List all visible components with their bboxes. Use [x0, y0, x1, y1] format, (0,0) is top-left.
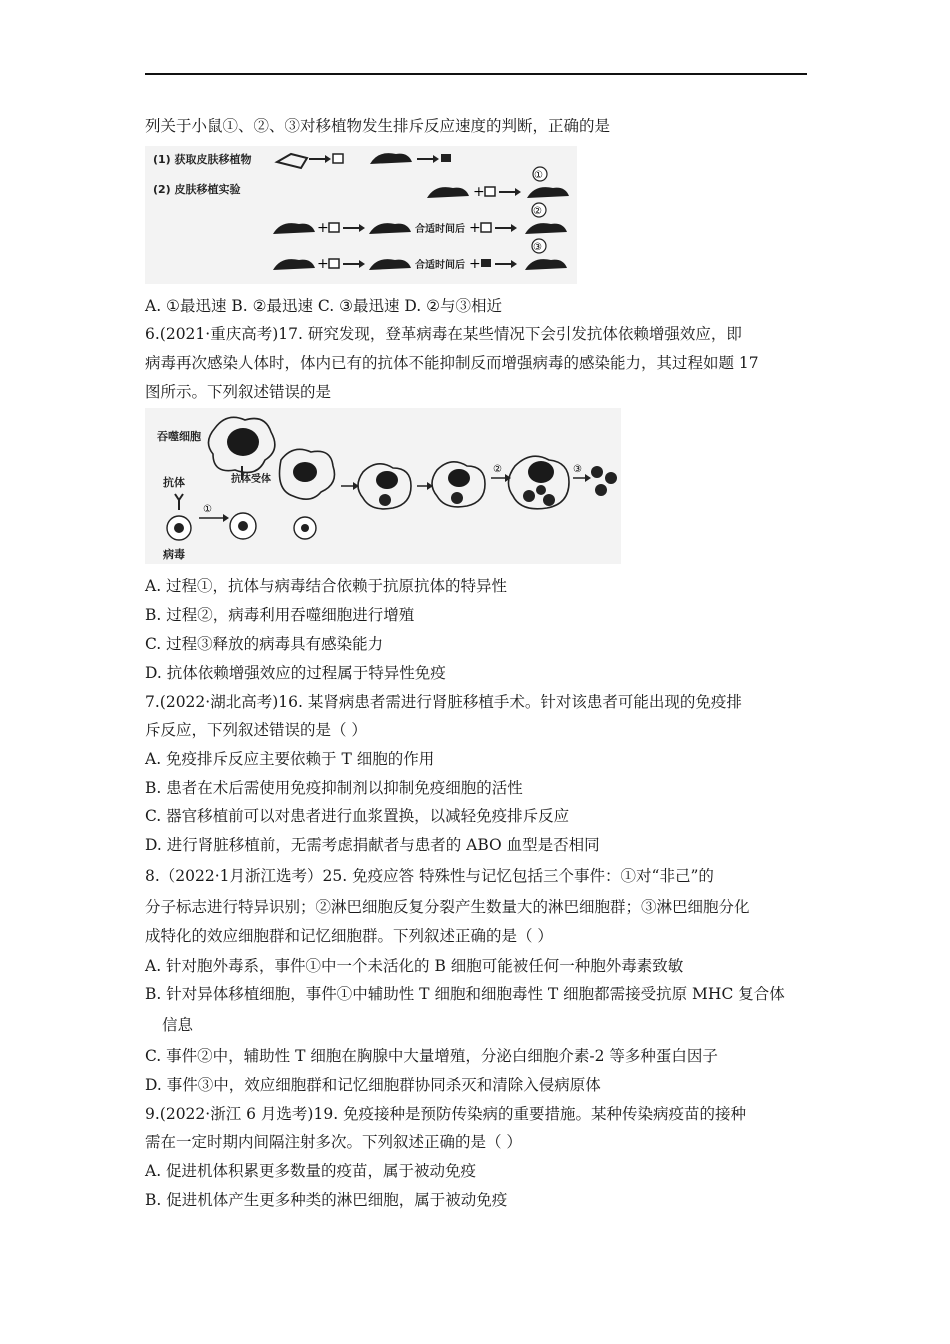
q8-option-d: D. 事件③中，效应细胞群和记忆细胞群协同杀灭和清除入侵病原体	[145, 1076, 601, 1094]
step-2-label: ②	[493, 464, 502, 475]
q7-option-a: A. 免疫排斥反应主要依赖于 T 细胞的作用	[145, 750, 435, 768]
mouse-icon	[427, 187, 469, 198]
q5-stem-tail: 列关于小鼠①、②、③对移植物发生排斥反应速度的判断，正确的是	[145, 117, 611, 135]
step-1-label: ①	[203, 504, 212, 515]
q8-stem-line-2: 分子标志进行特异识别；②淋巴细胞反复分裂产生数量大的淋巴细胞群；③淋巴细胞分化	[145, 898, 750, 916]
ade-process-figure	[145, 408, 621, 564]
q9-stem-line-1: 9.(2022·浙江 6 月选考)19. 免疫接种是预防传染病的重要措施。某种传染病疫苗的接种	[145, 1105, 747, 1123]
q7-stem-line-1: 7.(2022·湖北高考)16. 某肾病患者需进行肾脏移植手术。针对该患者可能出现的免疫排	[145, 693, 742, 711]
mouse-marker-1: ①	[534, 170, 543, 181]
q8-stem-line-3: 成特化的效应细胞群和记忆细胞群。下列叙述正确的是（ ）	[145, 927, 553, 945]
q8-option-b: B. 针对异体移植细胞，事件①中辅助性 T 细胞和细胞毒性 T 细胞都需接受抗原 MHC 复合体	[145, 985, 785, 1003]
header-rule	[145, 73, 807, 75]
q6-stem-line-1: 6.(2021·重庆高考)17. 研究发现，登革病毒在某些情况下会引发抗体依赖增强效应，即	[145, 325, 742, 343]
q7-option-d: D. 进行肾脏移植前，无需考虑捐献者与患者的 ABO 血型是否相同	[145, 836, 600, 854]
svg-text:+: +	[473, 184, 485, 200]
mouse-marker-3: ③	[533, 242, 542, 253]
antibody-icon	[175, 494, 183, 510]
q6-option-a: A. 过程①，抗体与病毒结合依赖于抗原抗体的特异性	[145, 577, 508, 595]
q6-option-c: C. 过程③释放的病毒具有感染能力	[145, 635, 384, 653]
black-graft-icon	[441, 154, 451, 162]
q6-option-d: D. 抗体依赖增强效应的过程属于特异性免疫	[145, 664, 446, 682]
svg-text:+: +	[317, 220, 329, 236]
mouse-marker-2: ②	[533, 206, 542, 217]
svg-text:+: +	[469, 220, 481, 236]
q6-stem-line-3: 图所示。下列叙述错误的是	[145, 383, 332, 401]
skin-graft-figure	[145, 146, 577, 284]
step-3-label: ③	[573, 464, 582, 475]
after-time-label-1: 合适时间后	[415, 224, 465, 235]
q9-option-a: A. 促进机体积累更多数量的疫苗，属于被动免疫	[145, 1162, 477, 1180]
q8-option-b-continued: 信息	[162, 1016, 194, 1034]
white-graft-icon	[333, 154, 343, 163]
q8-stem-line-1: 8.（2022·1月浙江选考）25. 免疫应答 特殊性与记忆包括三个事件：①对“非己”的	[145, 867, 714, 885]
q7-stem-line-2: 斥反应，下列叙述错误的是（ ）	[145, 721, 367, 739]
q8-option-a: A. 针对胞外毒系，事件①中一个未活化的 B 细胞可能被任何一种胞外毒素致敏	[145, 957, 684, 975]
q9-option-b: B. 促进机体产生更多种类的淋巴细胞，属于被动免疫	[145, 1191, 508, 1209]
svg-text:+: +	[317, 256, 329, 272]
q6-option-b: B. 过程②，病毒利用吞噬细胞进行增殖	[145, 606, 415, 624]
q9-stem-line-2: 需在一定时期内间隔注射多次。下列叙述正确的是（ ）	[145, 1133, 522, 1151]
q5-options: A. ①最迅速 B. ②最迅速 C. ③最迅速 D. ②与③相近	[145, 297, 503, 315]
svg-text:+: +	[469, 256, 481, 272]
q7-option-b: B. 患者在术后需使用免疫抑制剂以抑制免疫细胞的活性	[145, 779, 523, 797]
receptor-label: 抗体受体	[231, 474, 271, 485]
q7-option-c: C. 器官移植前可以对患者进行血浆置换，以减轻免疫排斥反应	[145, 807, 570, 825]
fig1-step1-label: (1) 获取皮肤移植物	[153, 153, 252, 166]
q6-stem-line-2: 病毒再次感染人体时，体内已有的抗体不能抑制反而增强病毒的感染能力，其过程如题 17	[145, 354, 759, 372]
phagocyte-label: 吞噬细胞	[157, 430, 201, 443]
after-time-label-2: 合适时间后	[415, 260, 465, 271]
skin-flap-icon	[277, 154, 307, 168]
antibody-label: 抗体	[163, 476, 185, 489]
virus-label: 病毒	[163, 548, 185, 561]
fig1-step2-label: (2) 皮肤移植实验	[153, 183, 241, 196]
black-mouse-icon	[370, 153, 412, 164]
q8-option-c: C. 事件②中，辅助性 T 细胞在胸腺中大量增殖，分泌白细胞介素-2 等多种蛋白因子	[145, 1047, 718, 1065]
